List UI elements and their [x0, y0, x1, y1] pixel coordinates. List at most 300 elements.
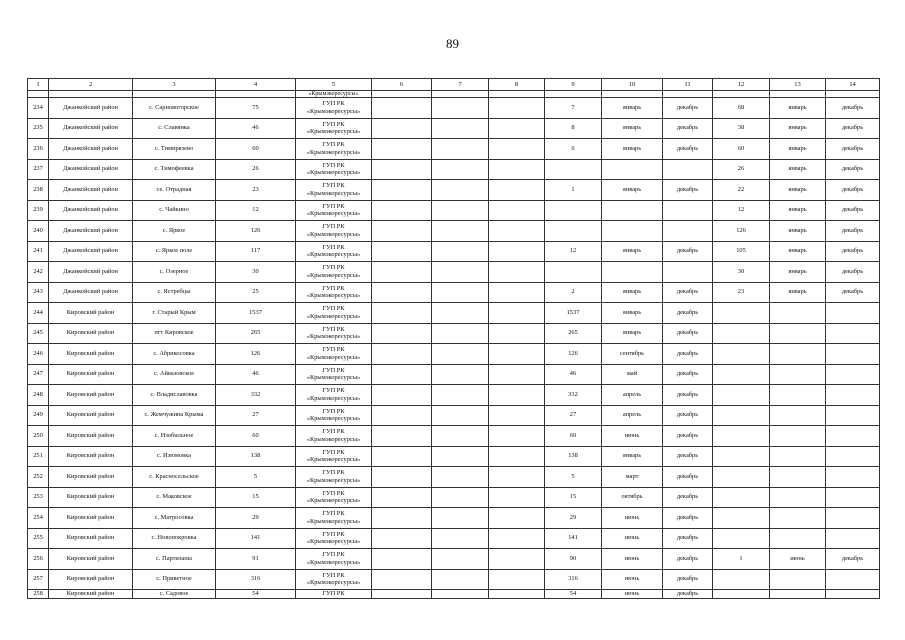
cell-district	[49, 91, 133, 98]
cell-n: 246	[28, 344, 49, 365]
cell-place: с. Чайкино	[133, 200, 216, 221]
cell-org	[296, 262, 372, 283]
cell-district: Кировский район	[49, 426, 133, 447]
cell-place: с. Яркое	[133, 221, 216, 242]
cell-11: декабрь	[663, 528, 713, 549]
cell-8	[489, 590, 545, 599]
cell-n: 235	[28, 118, 49, 139]
cell-n: 244	[28, 303, 49, 324]
cell-7	[432, 159, 489, 180]
cell-11: декабрь	[663, 569, 713, 590]
cell-10: июнь	[602, 528, 663, 549]
table-row	[28, 200, 880, 221]
cell-n: 234	[28, 98, 49, 119]
cell-n: 240	[28, 221, 49, 242]
cell-district: Кировский район	[49, 549, 133, 570]
cell-7	[432, 467, 489, 488]
table-row	[28, 508, 880, 529]
cell-org: «Крымэкоресурсы»	[296, 91, 372, 98]
cell-org	[296, 323, 372, 344]
cell-6	[372, 508, 432, 529]
org-line2: «Крымэкоресурсы»	[306, 374, 361, 382]
org-line2: «Крымэкоресурсы»	[306, 435, 361, 443]
cell-9	[545, 200, 602, 221]
table-row	[28, 569, 880, 590]
cell-13	[770, 508, 826, 529]
cell-11: декабрь	[663, 98, 713, 119]
cell-11: декабрь	[663, 590, 713, 599]
cell-place: с. Сарновогорское	[133, 98, 216, 119]
org-line1: ГУП РК	[322, 346, 345, 354]
table-row	[28, 528, 880, 549]
cell-org	[296, 139, 372, 160]
cell-6	[372, 569, 432, 590]
cell-n: 241	[28, 241, 49, 262]
column-header-8: 8	[489, 79, 545, 91]
cell-7	[432, 91, 489, 98]
cell-12: 60	[713, 139, 770, 160]
cell-12	[713, 426, 770, 447]
cell-n: 258	[28, 590, 49, 599]
table-row	[28, 549, 880, 570]
cell-11: декабрь	[663, 467, 713, 488]
cell-9: 6	[545, 139, 602, 160]
cell-total: 23	[216, 180, 296, 201]
cell-11: декабрь	[663, 385, 713, 406]
cell-10: январь	[602, 241, 663, 262]
cell-14	[826, 405, 880, 426]
cell-14	[826, 569, 880, 590]
column-header-5: 5	[296, 79, 372, 91]
cell-13: январь	[770, 241, 826, 262]
org-line2: «Крымэкоресурсы»	[306, 128, 361, 136]
cell-org	[296, 282, 372, 303]
cell-7	[432, 323, 489, 344]
cell-6	[372, 405, 432, 426]
cell-district: Джанкойский район	[49, 241, 133, 262]
table-row	[28, 98, 880, 119]
cell-total: 75	[216, 98, 296, 119]
org-line1: ГУП РК	[322, 571, 345, 579]
cell-7	[432, 303, 489, 324]
column-header-10: 10	[602, 79, 663, 91]
org-line2: «Крымэкоресурсы»	[306, 333, 361, 341]
cell-district: Кировский район	[49, 569, 133, 590]
cell-13: январь	[770, 118, 826, 139]
cell-org	[296, 200, 372, 221]
cell-8	[489, 528, 545, 549]
cell-org: ГУП РК	[296, 590, 372, 599]
cell-13	[770, 426, 826, 447]
cell-6	[372, 118, 432, 139]
cell-14	[826, 323, 880, 344]
cell-12	[713, 385, 770, 406]
cell-6	[372, 98, 432, 119]
cell-6	[372, 91, 432, 98]
cell-n: 254	[28, 508, 49, 529]
column-header-11: 11	[663, 79, 713, 91]
cell-9: 60	[545, 426, 602, 447]
org-line2: «Крымэкоресурсы»	[306, 353, 361, 361]
column-header-14: 14	[826, 79, 880, 91]
cell-8	[489, 180, 545, 201]
cell-org	[296, 241, 372, 262]
org-line1: ГУП РК	[322, 325, 345, 333]
cell-9: 15	[545, 487, 602, 508]
table-row	[28, 221, 880, 242]
cell-11	[663, 159, 713, 180]
cell-12	[713, 487, 770, 508]
cell-10: июнь	[602, 508, 663, 529]
table-row	[28, 344, 880, 365]
cell-12: 30	[713, 262, 770, 283]
cell-7	[432, 569, 489, 590]
cell-10: октябрь	[602, 487, 663, 508]
cell-12: 12	[713, 200, 770, 221]
cell-11	[663, 221, 713, 242]
cell-13	[770, 323, 826, 344]
cell-13: январь	[770, 98, 826, 119]
cell-place: с. Приветное	[133, 569, 216, 590]
cell-14	[826, 385, 880, 406]
cell-13	[770, 385, 826, 406]
cell-9	[545, 159, 602, 180]
cell-13	[770, 91, 826, 98]
cell-total: 60	[216, 426, 296, 447]
column-header-4: 4	[216, 79, 296, 91]
cell-13: январь	[770, 200, 826, 221]
cell-6	[372, 262, 432, 283]
cell-place: с. Изобильное	[133, 426, 216, 447]
org-line1: ГУП РК	[322, 141, 345, 149]
org-line2: «Крымэкоресурсы»	[306, 579, 361, 587]
cell-7	[432, 405, 489, 426]
cell-8	[489, 508, 545, 529]
table-row	[28, 118, 880, 139]
cell-10: январь	[602, 98, 663, 119]
cell-district: Кировский район	[49, 303, 133, 324]
cell-district: Кировский район	[49, 364, 133, 385]
cell-13	[770, 303, 826, 324]
cell-place: с. Садовое	[133, 590, 216, 599]
cell-14	[826, 364, 880, 385]
cell-14: декабрь	[826, 221, 880, 242]
cell-11: декабрь	[663, 405, 713, 426]
cell-6	[372, 467, 432, 488]
cell-n	[28, 91, 49, 98]
org-line1: ГУП РК	[322, 469, 345, 477]
cell-9: 138	[545, 446, 602, 467]
cell-place: с. Партизаны	[133, 549, 216, 570]
cell-org	[296, 303, 372, 324]
org-line1: ГУП РК	[322, 202, 345, 210]
org-line1: ГУП РК	[322, 387, 345, 395]
cell-7	[432, 221, 489, 242]
header-row	[28, 79, 880, 91]
cell-place: г. Старый Крым	[133, 303, 216, 324]
cell-12	[713, 323, 770, 344]
cell-place: с. Красносельское	[133, 467, 216, 488]
cell-11: декабрь	[663, 282, 713, 303]
cell-9: 29	[545, 508, 602, 529]
table-row	[28, 303, 880, 324]
org-line2: «Крымэкоресурсы»	[306, 148, 361, 156]
cell-org	[296, 569, 372, 590]
org-line1: ГУП РК	[322, 551, 345, 559]
org-line2: «Крымэкоресурсы»	[306, 476, 361, 484]
cell-8	[489, 487, 545, 508]
cell-place: се. Отрадная	[133, 180, 216, 201]
cell-7	[432, 344, 489, 365]
cell-13	[770, 446, 826, 467]
cell-9: 332	[545, 385, 602, 406]
cell-n: 242	[28, 262, 49, 283]
table-row	[28, 405, 880, 426]
cell-9: 90	[545, 549, 602, 570]
cell-13	[770, 590, 826, 599]
org-line2: «Крымэкоресурсы»	[306, 292, 361, 300]
cell-8	[489, 446, 545, 467]
org-line2: «Крымэкоресурсы»	[306, 210, 361, 218]
org-line1: ГУП РК	[322, 448, 345, 456]
org-line1: ГУП РК	[322, 182, 345, 190]
cell-14	[826, 446, 880, 467]
cell-12: 26	[713, 159, 770, 180]
cell-org	[296, 528, 372, 549]
cell-9	[545, 262, 602, 283]
org-line1: ГУП РК	[322, 284, 345, 292]
cell-14: декабрь	[826, 118, 880, 139]
cell-total: 29	[216, 508, 296, 529]
cell-district: Джанкойский район	[49, 282, 133, 303]
org-line1: ГУП РК	[322, 161, 345, 169]
cell-11: декабрь	[663, 139, 713, 160]
cell-10: май	[602, 364, 663, 385]
cell-7	[432, 549, 489, 570]
cell-9: 1537	[545, 303, 602, 324]
cell-7	[432, 487, 489, 508]
cell-10	[602, 200, 663, 221]
cell-org	[296, 98, 372, 119]
cell-n: 252	[28, 467, 49, 488]
cell-10	[602, 262, 663, 283]
cell-7	[432, 508, 489, 529]
cell-n: 248	[28, 385, 49, 406]
cell-district: Кировский район	[49, 467, 133, 488]
cell-district: Кировский район	[49, 405, 133, 426]
cell-14	[826, 344, 880, 365]
table-row	[28, 487, 880, 508]
column-header-3: 3	[133, 79, 216, 91]
cell-9: 141	[545, 528, 602, 549]
cell-14	[826, 426, 880, 447]
cell-7	[432, 262, 489, 283]
cell-6	[372, 180, 432, 201]
cell-8	[489, 364, 545, 385]
table-row	[28, 282, 880, 303]
cell-6	[372, 487, 432, 508]
org-line1: ГУП РК	[322, 489, 345, 497]
cell-org	[296, 549, 372, 570]
cell-7	[432, 426, 489, 447]
cell-9: 7	[545, 98, 602, 119]
cell-total: 1537	[216, 303, 296, 324]
cell-11	[663, 262, 713, 283]
cell-11: декабрь	[663, 426, 713, 447]
schedule-table	[27, 78, 880, 599]
cell-10: январь	[602, 180, 663, 201]
org-line1: ГУП РК	[322, 305, 345, 313]
cell-place: с. Славянка	[133, 118, 216, 139]
cell-12: 38	[713, 118, 770, 139]
cell-6	[372, 549, 432, 570]
table-row	[28, 467, 880, 488]
cell-12	[713, 364, 770, 385]
cell-8	[489, 426, 545, 447]
cell-9: 265	[545, 323, 602, 344]
cell-14: декабрь	[826, 98, 880, 119]
org-line1: ГУП РК	[322, 510, 345, 518]
column-header-7: 7	[432, 79, 489, 91]
cell-14: декабрь	[826, 139, 880, 160]
cell-total: 46	[216, 118, 296, 139]
cell-n: 257	[28, 569, 49, 590]
cell-11: декабрь	[663, 303, 713, 324]
cell-8	[489, 139, 545, 160]
org-line1: ГУП РК	[322, 407, 345, 415]
cell-13: январь	[770, 282, 826, 303]
cell-total: 15	[216, 487, 296, 508]
org-line2: «Крымэкоресурсы»	[306, 497, 361, 505]
cell-n: 238	[28, 180, 49, 201]
org-line2: «Крымэкоресурсы»	[306, 394, 361, 402]
cell-9	[545, 221, 602, 242]
cell-11: декабрь	[663, 118, 713, 139]
cell-10: январь	[602, 282, 663, 303]
cell-11: декабрь	[663, 487, 713, 508]
cell-8	[489, 385, 545, 406]
cell-org	[296, 446, 372, 467]
cell-8	[489, 282, 545, 303]
cell-14: декабрь	[826, 180, 880, 201]
org-line1: ГУП РК	[322, 530, 345, 538]
cell-9: 54	[545, 590, 602, 599]
cell-place: с. Матросовка	[133, 508, 216, 529]
cell-district: Кировский район	[49, 590, 133, 599]
cell-10: июнь	[602, 590, 663, 599]
cell-total: 54	[216, 590, 296, 599]
cell-total: 5	[216, 467, 296, 488]
cell-12	[713, 569, 770, 590]
column-header-6: 6	[372, 79, 432, 91]
cell-13	[770, 487, 826, 508]
cell-place: пгт Кировское	[133, 323, 216, 344]
cell-district: Джанкойский район	[49, 98, 133, 119]
cell-district: Джанкойский район	[49, 221, 133, 242]
cell-org	[296, 508, 372, 529]
cell-10	[602, 221, 663, 242]
cell-9: 2	[545, 282, 602, 303]
cell-12	[713, 528, 770, 549]
cell-place: с. Озерное	[133, 262, 216, 283]
cell-6	[372, 590, 432, 599]
cell-10: январь	[602, 323, 663, 344]
cell-9: 46	[545, 364, 602, 385]
cell-place: с. Абрикосовка	[133, 344, 216, 365]
cell-9: 316	[545, 569, 602, 590]
cell-10: апрель	[602, 385, 663, 406]
cell-n: 236	[28, 139, 49, 160]
cell-place: с. Владиславовка	[133, 385, 216, 406]
cell-11: декабрь	[663, 323, 713, 344]
cell-12: 1	[713, 549, 770, 570]
cell-district: Кировский район	[49, 323, 133, 344]
cell-14	[826, 487, 880, 508]
cell-11: декабрь	[663, 508, 713, 529]
cell-11	[663, 91, 713, 98]
cell-org	[296, 364, 372, 385]
cell-6	[372, 344, 432, 365]
cell-6	[372, 446, 432, 467]
cell-13	[770, 344, 826, 365]
cell-7	[432, 528, 489, 549]
cell-14	[826, 528, 880, 549]
cell-district: Джанкойский район	[49, 159, 133, 180]
cell-org	[296, 159, 372, 180]
cell-n: 247	[28, 364, 49, 385]
org-line1: ГУП РК	[322, 120, 345, 128]
cell-6	[372, 139, 432, 160]
cell-6	[372, 528, 432, 549]
cell-district: Джанкойский район	[49, 118, 133, 139]
cell-place: с. Маковское	[133, 487, 216, 508]
cell-org	[296, 405, 372, 426]
table-row	[28, 262, 880, 283]
cell-total: 126	[216, 344, 296, 365]
cell-total: 265	[216, 323, 296, 344]
cell-6	[372, 282, 432, 303]
cell-total: 30	[216, 262, 296, 283]
cell-6	[372, 241, 432, 262]
cell-12	[713, 467, 770, 488]
cell-12	[713, 91, 770, 98]
cell-8	[489, 200, 545, 221]
org-line2: «Крымэкоресурсы»	[306, 251, 361, 259]
cell-9: 12	[545, 241, 602, 262]
cell-8	[489, 323, 545, 344]
cell-9	[545, 91, 602, 98]
cell-13	[770, 569, 826, 590]
cell-10: январь	[602, 118, 663, 139]
cell-org	[296, 118, 372, 139]
cell-total: 46	[216, 364, 296, 385]
cell-org	[296, 467, 372, 488]
cell-n: 243	[28, 282, 49, 303]
cell-place: с. Яркое поле	[133, 241, 216, 262]
cell-n: 255	[28, 528, 49, 549]
cell-8	[489, 221, 545, 242]
cell-7	[432, 118, 489, 139]
cell-org	[296, 221, 372, 242]
cell-n: 250	[28, 426, 49, 447]
table-row	[28, 180, 880, 201]
org-line2: «Крымэкоресурсы»	[306, 189, 361, 197]
cell-9: 5	[545, 467, 602, 488]
cell-district: Кировский район	[49, 446, 133, 467]
cell-14: декабрь	[826, 549, 880, 570]
continuation-row	[28, 91, 880, 98]
cell-6	[372, 303, 432, 324]
